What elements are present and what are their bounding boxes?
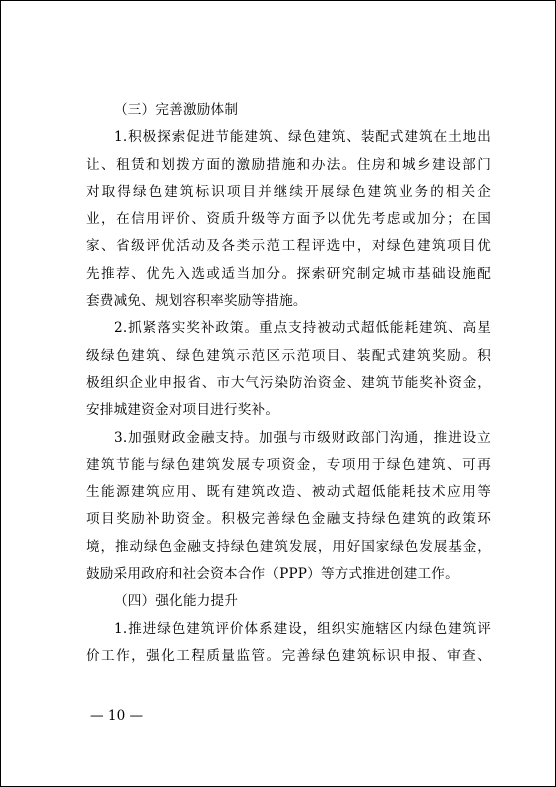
text-line: 安排城建资金对项目进行奖补。 (86, 402, 280, 419)
text-line: 先推荐、优先入选或适当加分。探索研究制定城市基础设施配 (86, 265, 491, 282)
document-body (86, 97, 491, 670)
text-line: 1.积极探索促进节能建筑、绿色建筑、装配式建筑在土地出 (114, 129, 491, 146)
section-heading-capacity: （四）强化能力提升 (114, 593, 239, 610)
text-line: 生能源建筑应用、既有建筑改造、被动式超低能耗技术应用等 (86, 484, 491, 501)
text-line: 3.加强财政金融支持。加强与市级财政部门沟通，推进设立 (114, 429, 491, 446)
section-heading-incentive: （三）完善激励体制 (114, 102, 239, 118)
text-line: 2.抓紧落实奖补政策。重点支持被动式超低能耗建筑、高星 (114, 320, 491, 337)
text-line: 境，推动绿色金融支持绿色建筑发展，用好国家绿色发展基金， (86, 538, 491, 555)
text-line: 项目奖励补助资金。积极完善绿色金融支持绿色建筑的政策环 (86, 511, 491, 528)
text-line: 让、租赁和划拨方面的激励措施和办法。住房和城乡建设部门 (86, 156, 491, 173)
paragraph-financial-support (86, 425, 491, 589)
text-line: 1.推进绿色建筑评价体系建设，组织实施辖区内绿色建筑评 (114, 620, 491, 637)
text-line: 鼓励采用政府和社会资本合作（PPP）等方式推进创建工作。 (86, 566, 459, 583)
paragraph-land-incentives (86, 124, 491, 315)
text-line: 级绿色建筑、绿色建筑示范区示范项目、装配式建筑奖励。积 (86, 347, 491, 364)
text-line: 业，在信用评价、资质升级等方面予以优先考虑或加分；在国 (86, 211, 491, 228)
page-number: — 10 — (90, 708, 144, 724)
text-line: 极组织企业申报省、市大气污染防治资金、建筑节能奖补资金， (86, 374, 491, 391)
text-line: 价工作，强化工程质量监管。完善绿色建筑标识申报、审查、 (86, 647, 491, 664)
paragraph-evaluation-system (86, 616, 491, 671)
text-line: 建筑节能与绿色建筑发展专项资金，专项用于绿色建筑、可再 (86, 456, 491, 473)
text-line: 家、省级评优活动及各类示范工程评选中，对绿色建筑项目优 (86, 238, 491, 255)
text-line: 套费减免、规划容积率奖励等措施。 (86, 293, 307, 310)
paragraph-subsidy-policy (86, 315, 491, 424)
text-line: 对取得绿色建筑标识项目并继续开展绿色建筑业务的相关企 (86, 183, 491, 200)
